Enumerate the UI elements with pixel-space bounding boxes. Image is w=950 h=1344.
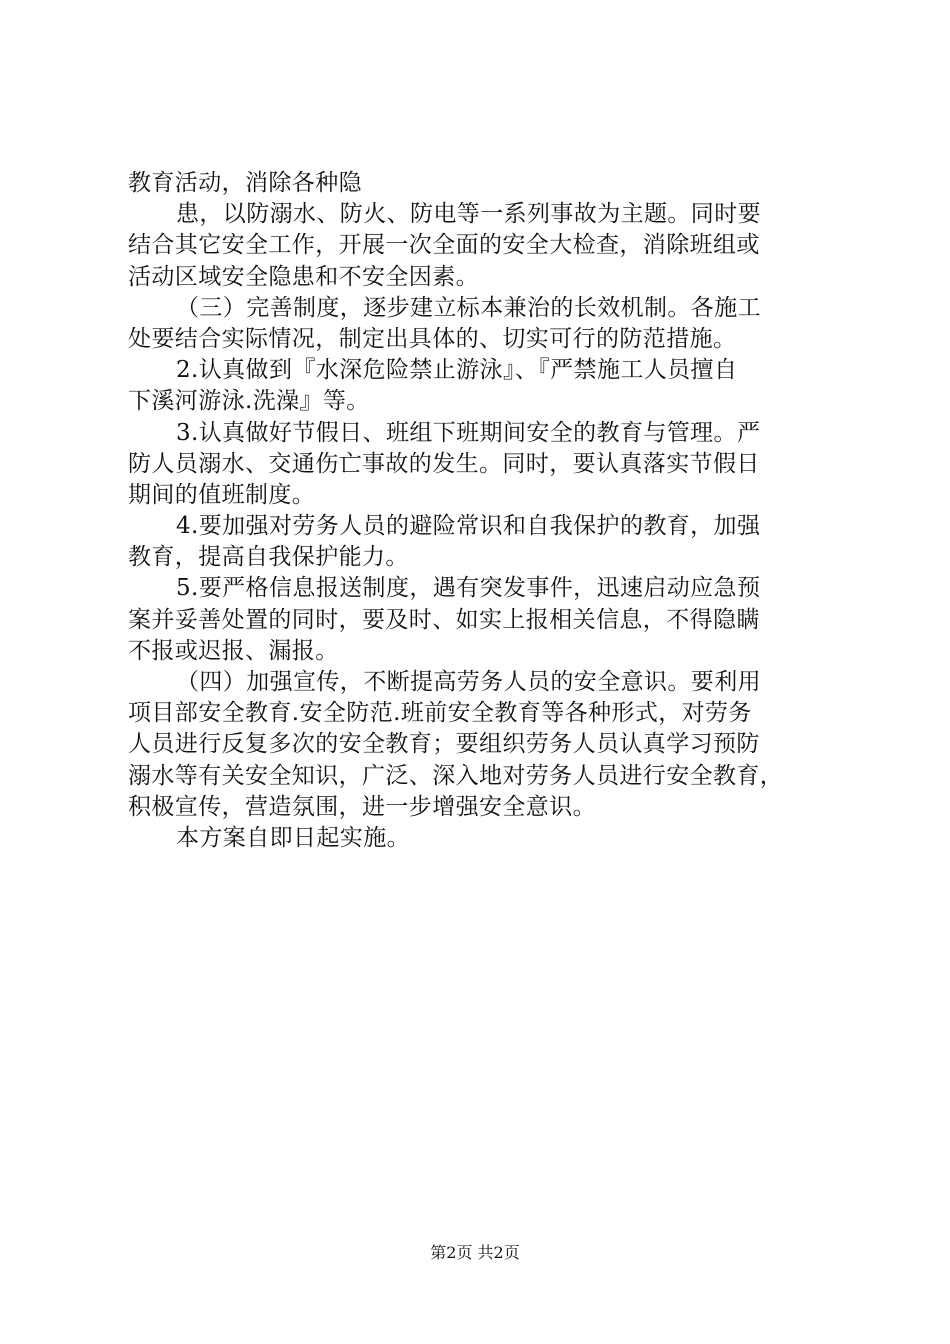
text-line: 期间的值班制度。 <box>128 481 316 508</box>
text-line: 3.认真做好节假日、班组下班期间安全的教育与管理。严 <box>176 419 761 446</box>
text-line: 下溪河游泳.洗澡』等。 <box>128 388 370 415</box>
text-line: 活动区域安全隐患和不安全因素。 <box>128 263 479 290</box>
text-line: 教育，提高自我保护能力。 <box>128 544 409 571</box>
text-line: （三）完善制度，逐步建立标本兼治的长效机制。各施工 <box>176 294 761 321</box>
text-line: 5.要严格信息报送制度，遇有突发事件，迅速启动应急预 <box>176 575 761 602</box>
text-line: 人员进行反复多次的安全教育；要组织劳务人员认真学习预防 <box>128 731 760 758</box>
text-line: 教育活动，消除各种隐 <box>128 170 362 196</box>
text-line: 项目部安全教育.安全防范.班前安全教育等各种形式，对劳务 <box>128 700 752 727</box>
text-line: （四）加强宣传，不断提高劳务人员的安全意识。要利用 <box>176 669 761 695</box>
text-line: 防人员溺水、交通伤亡事故的发生。同时，要认真落实节假日 <box>128 450 760 477</box>
text-line: 2.认真做到『水深危险禁止游泳』、『严禁施工人员擅自 <box>176 357 738 384</box>
text-line: 患，以防溺水、防火、防电等一系列事故为主题。同时要 <box>176 201 761 228</box>
text-line: 不报或迟报、漏报。 <box>128 637 339 664</box>
text-line: 处要结合实际情况，制定出具体的、切实可行的防范措施。 <box>128 325 737 352</box>
text-line: 结合其它安全工作，开展一次全面的安全大检查，消除班组或 <box>128 232 760 259</box>
text-line: 积极宣传，营造氛围，进一步增强安全意识。 <box>128 793 596 820</box>
text-line: 溺水等有关安全知识，广泛、深入地对劳务人员进行安全教育， <box>128 762 784 789</box>
text-line: 本方案自即日起实施。 <box>176 824 410 851</box>
text-line: 案并妥善处置的同时，要及时、如实上报相关信息，不得隐瞒 <box>128 606 760 633</box>
page-footer <box>0 1243 950 1263</box>
document-body <box>128 168 838 854</box>
page-number: 第2页 共2页 <box>430 1243 520 1262</box>
text-line: 4.要加强对劳务人员的避险常识和自我保护的教育，加强 <box>176 513 761 540</box>
